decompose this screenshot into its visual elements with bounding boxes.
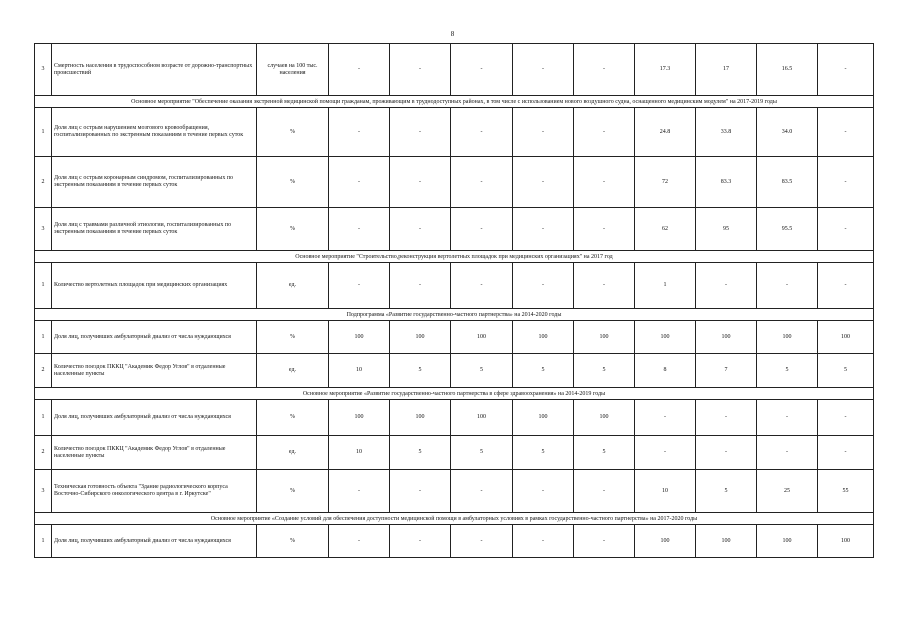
unit-cell: %: [257, 321, 329, 354]
value-cell: -: [451, 208, 513, 251]
value-cell: -: [574, 470, 635, 513]
value-cell: -: [696, 436, 757, 470]
unit-cell: ед.: [257, 436, 329, 470]
table-row: [35, 208, 874, 251]
value-cell: 100: [696, 525, 757, 558]
value-cell: -: [757, 436, 818, 470]
value-cell: -: [390, 525, 451, 558]
value-cell: -: [513, 263, 574, 309]
value-cell: -: [329, 108, 390, 157]
value-cell: 5: [574, 436, 635, 470]
unit-cell: ед.: [257, 263, 329, 309]
value-cell: 83.3: [696, 157, 757, 208]
value-cell: -: [451, 470, 513, 513]
value-cell: -: [329, 44, 390, 96]
value-cell: 5: [390, 354, 451, 388]
value-cell: -: [390, 108, 451, 157]
indicator-name: Доля лиц, получивших амбулаторный диализ от числа нуждающихся: [52, 525, 257, 558]
value-cell: 25: [757, 470, 818, 513]
value-cell: -: [757, 263, 818, 309]
row-number: 3: [35, 208, 52, 251]
section-header-row: [35, 309, 874, 321]
row-number: 2: [35, 354, 52, 388]
row-number: 2: [35, 436, 52, 470]
value-cell: 100: [513, 400, 574, 436]
value-cell: -: [818, 208, 874, 251]
value-cell: 34.0: [757, 108, 818, 157]
value-cell: -: [513, 470, 574, 513]
value-cell: -: [513, 157, 574, 208]
value-cell: 5: [513, 436, 574, 470]
row-number: 1: [35, 108, 52, 157]
section-title: Подпрограмма «Развитие государственно-частного партнерства» на 2014-2020 годы: [35, 309, 874, 321]
value-cell: 5: [757, 354, 818, 388]
indicator-name: Доля лиц с травмами различной этиологии, госпитализированных по экстренным показаниям в течение первых суток: [52, 208, 257, 251]
value-cell: 100: [574, 400, 635, 436]
value-cell: -: [329, 470, 390, 513]
value-cell: -: [329, 157, 390, 208]
value-cell: 5: [451, 436, 513, 470]
value-cell: 5: [390, 436, 451, 470]
table-row: [35, 263, 874, 309]
value-cell: 16.5: [757, 44, 818, 96]
value-cell: -: [451, 157, 513, 208]
value-cell: -: [451, 108, 513, 157]
value-cell: -: [329, 525, 390, 558]
section-title: Основное мероприятие "Обеспечение оказания экстренной медицинской помощи гражданам, проживающим в труднодоступных районах, в том числе с использованием нового воздушного судна, оснащенного медицинским модулем" на 2017-2019 годы: [35, 96, 874, 108]
unit-cell: %: [257, 157, 329, 208]
section-header-row: [35, 388, 874, 400]
value-cell: 83.5: [757, 157, 818, 208]
value-cell: -: [390, 157, 451, 208]
unit-cell: ед.: [257, 354, 329, 388]
indicator-name: Доля лиц, получивших амбулаторный диализ от числа нуждающихся: [52, 321, 257, 354]
value-cell: 62: [635, 208, 696, 251]
value-cell: -: [513, 44, 574, 96]
value-cell: 100: [757, 321, 818, 354]
row-number: 1: [35, 400, 52, 436]
value-cell: 5: [696, 470, 757, 513]
value-cell: 33.8: [696, 108, 757, 157]
value-cell: -: [574, 263, 635, 309]
indicator-name: Количество вертолетных площадок при медицинских организациях: [52, 263, 257, 309]
value-cell: 5: [818, 354, 874, 388]
table-row: [35, 108, 874, 157]
value-cell: -: [818, 157, 874, 208]
indicator-name: Доля лиц с острым нарушением мозгового кровообращения, госпитализированных по экстренным показаниям в течение первых суток: [52, 108, 257, 157]
value-cell: 100: [329, 321, 390, 354]
value-cell: -: [696, 263, 757, 309]
value-cell: 72: [635, 157, 696, 208]
unit-cell: %: [257, 525, 329, 558]
table-row: [35, 354, 874, 388]
value-cell: -: [574, 157, 635, 208]
table-row: [35, 157, 874, 208]
table-row: [35, 400, 874, 436]
value-cell: -: [574, 525, 635, 558]
value-cell: 100: [513, 321, 574, 354]
value-cell: -: [818, 44, 874, 96]
value-cell: -: [390, 470, 451, 513]
value-cell: -: [635, 400, 696, 436]
table-row: [35, 44, 874, 96]
value-cell: 100: [329, 400, 390, 436]
value-cell: 10: [635, 470, 696, 513]
value-cell: -: [513, 525, 574, 558]
value-cell: 95: [696, 208, 757, 251]
value-cell: -: [574, 44, 635, 96]
section-title: Основное мероприятие "Строительство,реконструкция вертолетных площадок при медицинских организациях" на 2017 год: [35, 251, 874, 263]
section-title: Основное мероприятие «Развитие государственно-частного партнерства в сфере здравоохранения» на 2014-2019 годы: [35, 388, 874, 400]
unit-cell: %: [257, 108, 329, 157]
row-number: 1: [35, 321, 52, 354]
value-cell: 17.3: [635, 44, 696, 96]
value-cell: 5: [574, 354, 635, 388]
value-cell: -: [574, 108, 635, 157]
value-cell: 95.5: [757, 208, 818, 251]
section-header-row: [35, 251, 874, 263]
indicator-name: Количество поездок ПККЦ "Академик Федор Углов" в отдаленные населенные пункты: [52, 354, 257, 388]
table-row: [35, 470, 874, 513]
value-cell: 24.8: [635, 108, 696, 157]
value-cell: 100: [635, 525, 696, 558]
indicator-name: Смертность населения в трудоспособном возрасте от дорожно-транспортных происшествий: [52, 44, 257, 96]
unit-cell: случаев на 100 тыс. населения: [257, 44, 329, 96]
table-row: [35, 525, 874, 558]
value-cell: -: [818, 400, 874, 436]
value-cell: 55: [818, 470, 874, 513]
value-cell: 100: [696, 321, 757, 354]
row-number: 1: [35, 263, 52, 309]
row-number: 2: [35, 157, 52, 208]
value-cell: -: [451, 44, 513, 96]
unit-cell: %: [257, 470, 329, 513]
value-cell: 100: [635, 321, 696, 354]
value-cell: -: [513, 208, 574, 251]
value-cell: -: [818, 108, 874, 157]
section-title: Основное мероприятие «Создание условий для обеспечения доступности медицинской помощи в амбулаторных условиях в рамках государственно-частного партнерства» на 2017-2020 годы: [35, 513, 874, 525]
row-number: 3: [35, 44, 52, 96]
value-cell: -: [451, 525, 513, 558]
value-cell: 10: [329, 436, 390, 470]
table-row: [35, 321, 874, 354]
value-cell: -: [513, 108, 574, 157]
section-header-row: [35, 513, 874, 525]
indicator-name: Количество поездок ПККЦ "Академик Федор Углов" в отдаленные населенные пункты: [52, 436, 257, 470]
indicator-name: Доля лиц, получивших амбулаторный диализ от числа нуждающихся: [52, 400, 257, 436]
value-cell: -: [329, 263, 390, 309]
value-cell: -: [329, 208, 390, 251]
indicator-name: Техническая готовность объекта "Здание радиологического корпуса Восточно-Сибирского онкологического центра в г. Иркутске": [52, 470, 257, 513]
value-cell: 100: [390, 400, 451, 436]
value-cell: 17: [696, 44, 757, 96]
value-cell: 100: [574, 321, 635, 354]
value-cell: 10: [329, 354, 390, 388]
value-cell: 100: [451, 400, 513, 436]
value-cell: 100: [818, 525, 874, 558]
value-cell: 100: [818, 321, 874, 354]
value-cell: 8: [635, 354, 696, 388]
indicator-name: Доля лиц с острым коронарным синдромом, госпитализированных по экстренным показаниям в течение первых суток: [52, 157, 257, 208]
value-cell: 1: [635, 263, 696, 309]
value-cell: 7: [696, 354, 757, 388]
value-cell: -: [451, 263, 513, 309]
value-cell: -: [390, 44, 451, 96]
value-cell: 100: [390, 321, 451, 354]
unit-cell: %: [257, 400, 329, 436]
value-cell: -: [696, 400, 757, 436]
unit-cell: %: [257, 208, 329, 251]
row-number: 1: [35, 525, 52, 558]
value-cell: -: [390, 263, 451, 309]
value-cell: -: [818, 263, 874, 309]
value-cell: 5: [513, 354, 574, 388]
page-number: 8: [450, 30, 455, 38]
value-cell: -: [757, 400, 818, 436]
value-cell: -: [574, 208, 635, 251]
value-cell: 100: [451, 321, 513, 354]
section-header-row: [35, 96, 874, 108]
row-number: 3: [35, 470, 52, 513]
value-cell: 100: [757, 525, 818, 558]
value-cell: -: [818, 436, 874, 470]
value-cell: -: [635, 436, 696, 470]
value-cell: 5: [451, 354, 513, 388]
indicators-table: [34, 43, 874, 558]
value-cell: -: [390, 208, 451, 251]
table-row: [35, 436, 874, 470]
